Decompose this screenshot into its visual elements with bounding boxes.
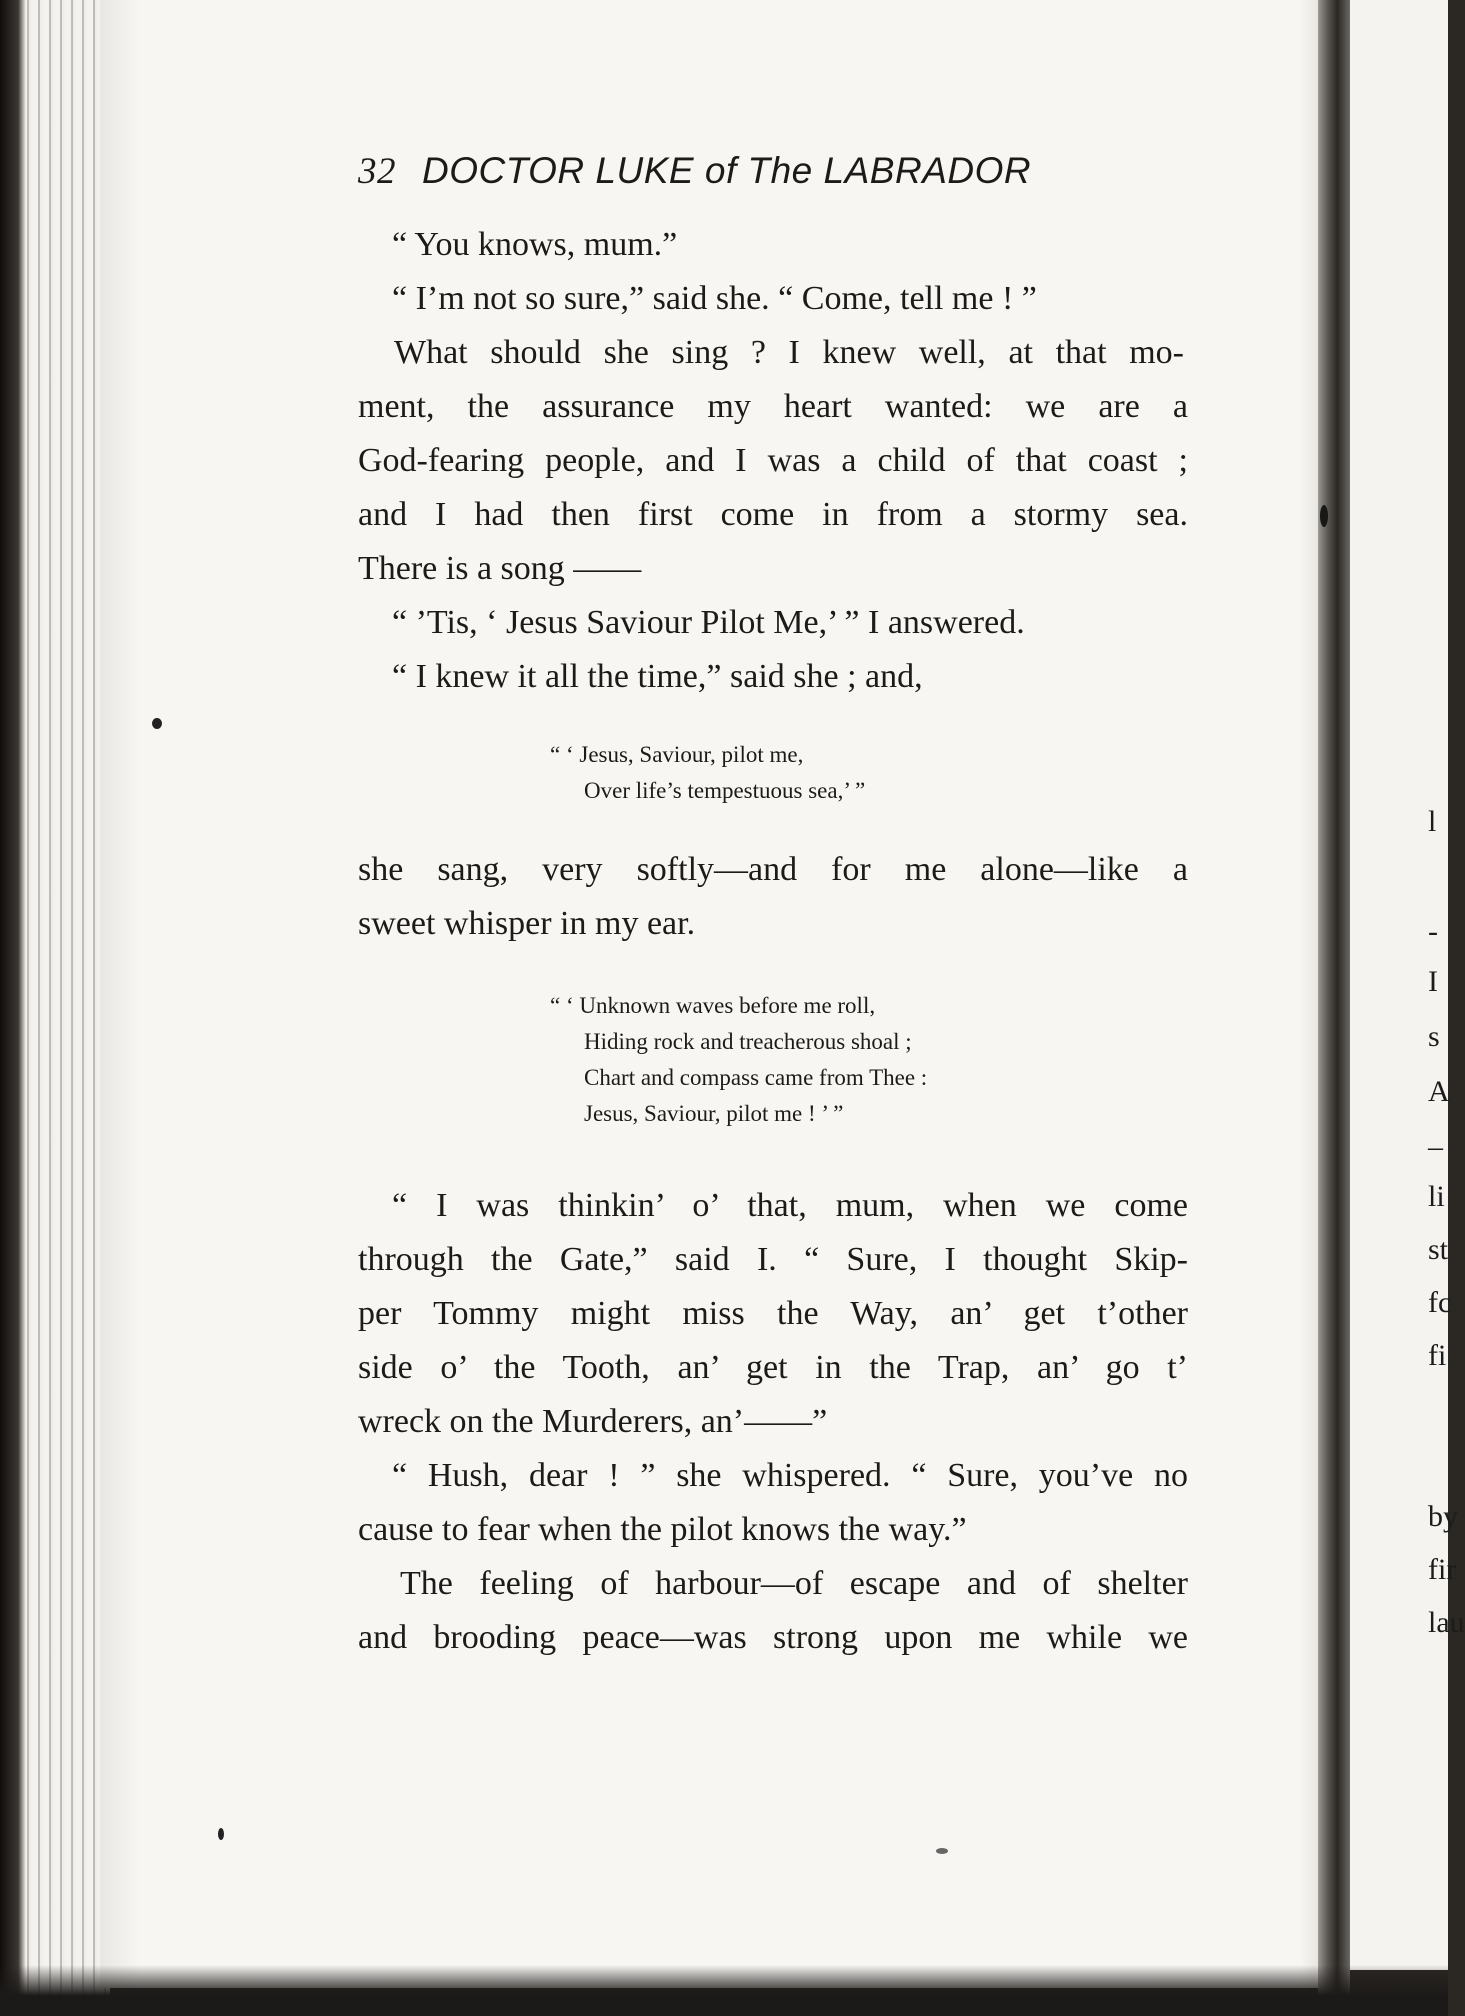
- facing-page-fragment: ‑: [1428, 915, 1438, 948]
- scan-speck: [152, 718, 162, 729]
- text-line: cause to fear when the pilot knows the way.”: [358, 1511, 967, 1548]
- text-line: God-fearing people, and I was a child of that coast ;: [358, 442, 1188, 479]
- book-edge-shadow: [0, 0, 26, 2016]
- gutter-mark: [1320, 505, 1328, 527]
- facing-page-fragment: lau: [1428, 1606, 1465, 1639]
- facing-page-fragment: fc: [1428, 1286, 1452, 1319]
- text-line: “ I’m not so sure,” said she. “ Come, tell me ! ”: [392, 280, 1037, 317]
- text-line: “ I knew it all the time,” said she ; and,: [392, 658, 923, 695]
- text-line: The feeling of harbour—of escape and of shelter: [400, 1565, 1188, 1602]
- text-line: she sang, very softly—and for me alone—like a: [358, 851, 1188, 888]
- text-line: “ I was thinkin’ o’ that, mum, when we come: [392, 1187, 1188, 1224]
- running-title: DOCTOR LUKE of The LABRADOR: [422, 150, 1032, 191]
- verse-line: “ ‘ Jesus, Saviour, pilot me,: [550, 742, 804, 767]
- text-line: There is a song ——: [358, 550, 642, 587]
- facing-page-fragment: li: [1428, 1180, 1445, 1213]
- facing-page-fragment: A: [1428, 1075, 1450, 1108]
- page-number: 32: [358, 151, 396, 192]
- text-line: per Tommy might miss the Way, an’ get t’other: [358, 1295, 1188, 1332]
- facing-page-fragment: s: [1428, 1020, 1440, 1053]
- verse-line: Chart and compass came from Thee :: [584, 1065, 928, 1090]
- text-line: side o’ the Tooth, an’ get in the Trap, an’ go t’: [358, 1349, 1188, 1386]
- text-line: What should she sing ? I knew well, at that mo-: [394, 334, 1184, 371]
- text-line: “ You knows, mum.”: [392, 226, 678, 263]
- verse-line: “ ‘ Unknown waves before me roll,: [550, 993, 876, 1018]
- book-gutter: [1318, 0, 1350, 2016]
- facing-page-fragment: st: [1428, 1233, 1449, 1266]
- text-line: ment, the assurance my heart wanted: we are a: [358, 388, 1188, 425]
- facing-page-fragment: l: [1428, 805, 1437, 838]
- verse-line: Jesus, Saviour, pilot me ! ’ ”: [584, 1101, 844, 1126]
- text-line: and brooding peace—was strong upon me while we: [358, 1619, 1188, 1656]
- text-line: wreck on the Murderers, an’——”: [358, 1403, 828, 1440]
- running-header: [358, 150, 1031, 193]
- facing-page-fragment: I: [1428, 965, 1438, 998]
- text-line: and I had then first come in from a stormy sea.: [358, 496, 1188, 533]
- facing-page-fragment: by: [1428, 1500, 1458, 1533]
- facing-page-fragment: fi: [1428, 1339, 1447, 1372]
- text-line: through the Gate,” said I. “ Sure, I thought Skip-: [358, 1241, 1188, 1278]
- scan-speck: [218, 1828, 224, 1840]
- scan-speck: [936, 1848, 948, 1854]
- facing-page-fragment: fir: [1428, 1553, 1457, 1586]
- text-line: “ Hush, dear ! ” she whispered. “ Sure, you’ve no: [392, 1457, 1188, 1494]
- verse-line: Over life’s tempestuous sea,’ ”: [584, 778, 866, 803]
- text-line: sweet whisper in my ear.: [358, 905, 696, 942]
- text-line: “ ’Tis, ‘ Jesus Saviour Pilot Me,’ ” I answered.: [392, 604, 1025, 641]
- verse-line: Hiding rock and treacherous shoal ;: [584, 1029, 912, 1054]
- facing-page-fragment: –: [1428, 1130, 1443, 1163]
- bottom-shadow: [0, 1965, 1448, 2016]
